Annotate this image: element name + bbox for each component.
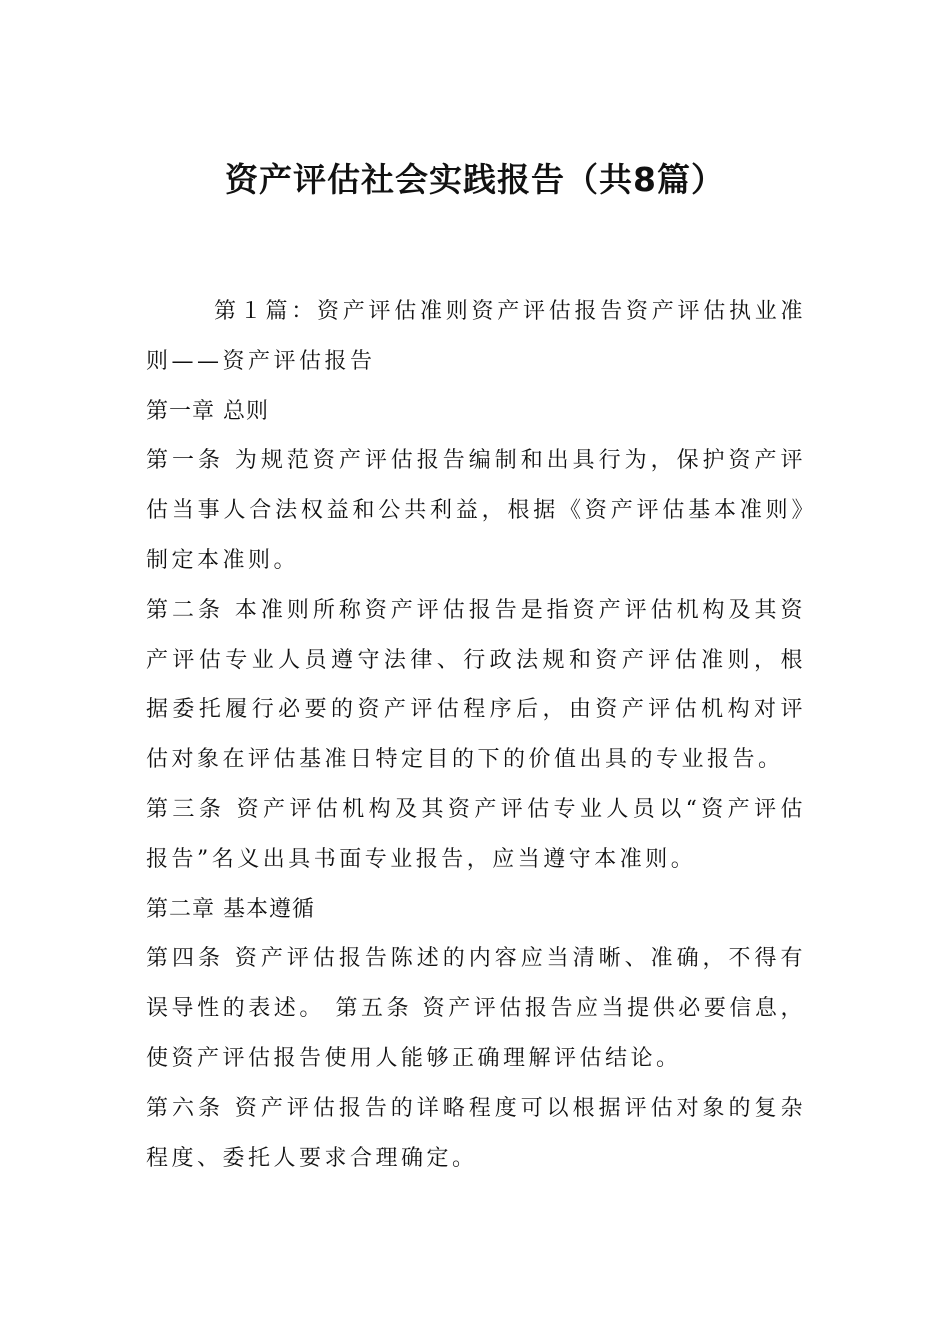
article-4-5: 第四条 资产评估报告陈述的内容应当清晰、准确，不得有误导性的表述。 第五条 资产评估报告应当提供必要信息，使资产评估报告使用人能够正确理解评估结论。	[146, 946, 806, 1071]
article-1: 第一条 为规范资产评估报告编制和出具行为，保护资产评估当事人合法权益和公共利益，根据《资产评估基本准则》制定本准则。	[146, 448, 806, 573]
article-2: 第二条 本准则所称资产评估报告是指资产评估机构及其资产评估专业人员遵守法律、行政法规和资产评估准则，根据委托履行必要的资产评估程序后，由资产评估机构对评估对象在评估基准日特定目的下的价值出具的专业报告。	[146, 597, 806, 773]
article-3: 第三条 资产评估机构及其资产评估专业人员以“资产评估报告”名义出具书面专业报告，应当遵守本准则。	[146, 796, 806, 872]
chapter-heading-general-rules: 第一章 总则	[146, 398, 269, 424]
document-body	[146, 287, 806, 1183]
paragraph-chapter-1-heading: 第１篇：资产评估准则资产评估报告资产评估执业准则——资产评估报告	[146, 299, 806, 374]
document-title: 资产评估社会实践报告（共8篇）	[225, 160, 725, 199]
chapter-heading-basic-compliance: 第二章 基本遵循	[146, 896, 315, 922]
article-6: 第六条 资产评估报告的详略程度可以根据评估对象的复杂程度、委托人要求合理确定。	[146, 1095, 806, 1171]
